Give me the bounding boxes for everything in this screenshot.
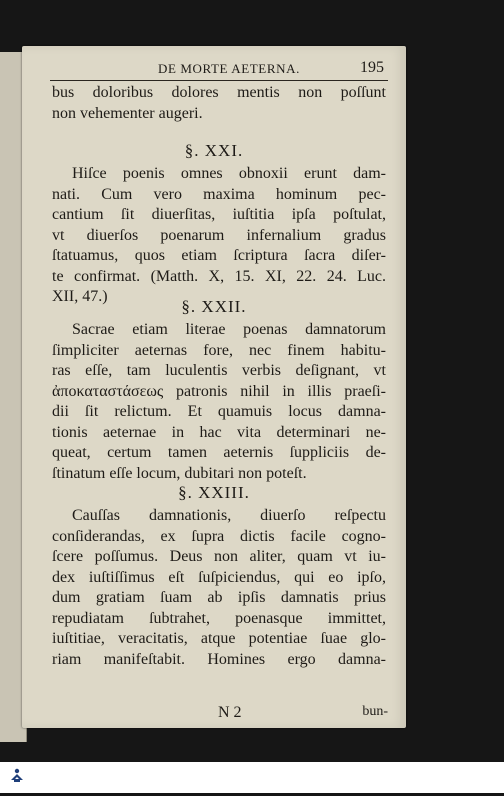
text-line: conſiderandas, ex ſupra dictis facile cogno-: [52, 527, 386, 545]
section-heading-21: §. XXI.: [184, 141, 244, 160]
text-line: tionis aeternae in hac vita determinari ne-: [52, 423, 386, 441]
text-line: iuſtitiae, veracitatis, atque potentiae ſuae glo-: [52, 630, 386, 647]
text-line: ſtinatum eſſe locum, dubitari non poteſt.: [52, 464, 307, 482]
text-line: ſtatuamus, quos etiam ſcriptura ſacra diſer-: [52, 247, 386, 264]
footer-bar: [0, 762, 504, 793]
text-line: repudiatam ſubtrahet, poenasque immittet,: [52, 609, 386, 627]
section-heading-22: §. XXII.: [181, 297, 247, 316]
text-line: Cauſſas damnationis, diuerſo reſpectu: [72, 507, 386, 524]
text-line: ſcere poſſumus. Deus non aliter, quam vt iu-: [52, 548, 386, 565]
text-line: bus doloribus dolores mentis non poſſunt: [52, 84, 386, 101]
page-number: 195: [360, 59, 384, 76]
text-line: riam manifeſtabit. Homines ergo damna-: [52, 650, 386, 668]
running-head: [50, 60, 388, 81]
text-line: vt diuerſos poenarum infernalium gradus: [52, 226, 386, 244]
book-page: [22, 46, 406, 728]
section-22-text: [52, 320, 386, 484]
text-line: Sacrae etiam literae poenas damnatorum: [72, 321, 386, 338]
text-line: Hiſce poenis omnes obnoxii erunt dam-: [72, 165, 386, 182]
text-line: ἀποκαταστάσεως patronis nihil in illis praeſi-: [52, 382, 386, 400]
section-21-text: [52, 164, 386, 308]
text-line: te confirmat. (Matth. X, 15. XI, 22. 24. Luc.: [52, 267, 386, 285]
text-line: cantium ſit diuerſitas, iuſtitia ipſa poſtulat,: [52, 206, 386, 223]
library-logo-icon: [2, 765, 32, 791]
text-line: XII, 47.): [52, 288, 108, 305]
section-heading-23: §. XXIII.: [178, 483, 250, 502]
signature-mark: N 2: [218, 704, 242, 721]
text-line: ras eſſe, tam luculentis verbis deſignant, vt: [52, 362, 386, 379]
text-line: dum gratiam ſuam ab ipſis damnatis prius: [52, 589, 386, 606]
catchword: bun-: [362, 704, 388, 719]
text-line: dex iuſtiſſimus eſt ſuſpiciendus, qui eo ipſo,: [52, 568, 386, 586]
section-23-text: [52, 506, 386, 670]
text-line: nati. Cum vero maxima hominum pec-: [52, 185, 386, 203]
running-head-title: DE MORTE AETERNA.: [158, 61, 300, 76]
text-line: dii ſit relictum. Et quamuis locus damna-: [52, 403, 386, 420]
text-line: non vehementer augeri.: [52, 104, 203, 122]
text-line: ſimpliciter aeternas fore, nec finem habitu-: [52, 341, 386, 359]
text-line: queat, certum tamen aeternis ſuppliciis de-: [52, 444, 386, 461]
continued-text: [52, 83, 386, 124]
